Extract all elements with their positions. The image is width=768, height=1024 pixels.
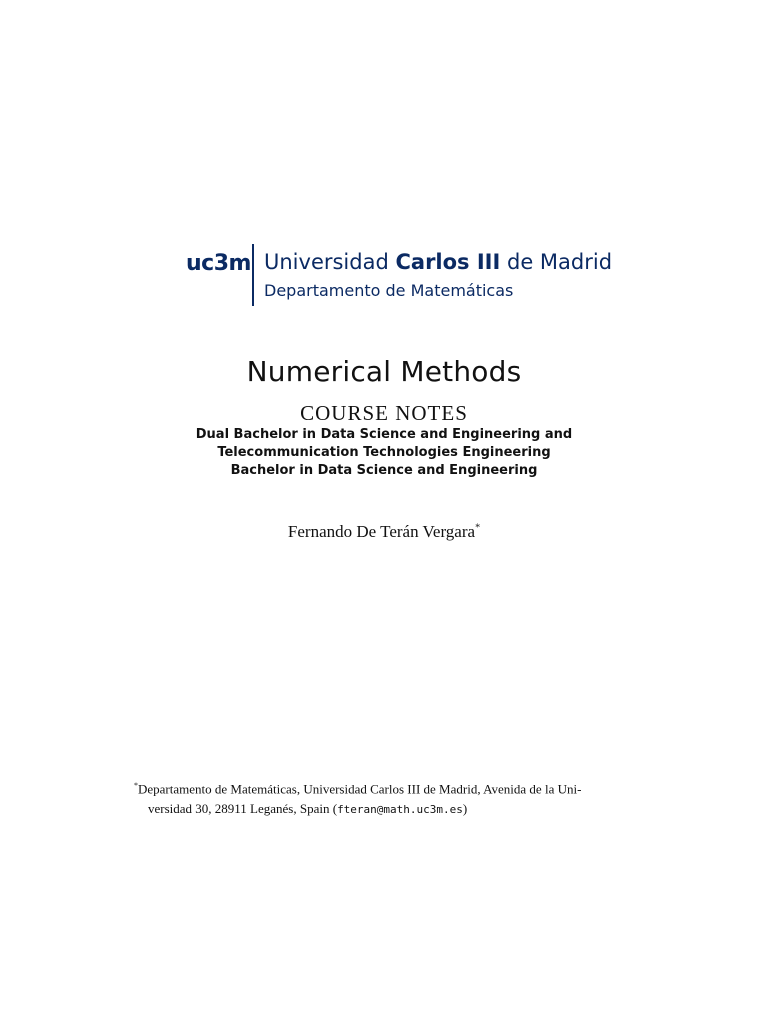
- university-name-prefix: Universidad: [264, 250, 396, 274]
- footnote-text: Departamento de Matemáticas, Universidad Carlos III de Madrid, Avenida de la Uni-: [138, 781, 582, 797]
- degree-line: Bachelor in Data Science and Engineering: [230, 463, 538, 478]
- author: [0, 522, 768, 542]
- university-logo: [186, 244, 626, 308]
- logo-text: [264, 244, 612, 302]
- department-name: Departamento de Matemáticas: [264, 281, 514, 300]
- degree-programs: [0, 426, 768, 480]
- footnote: [134, 776, 640, 820]
- logo-divider: [252, 244, 254, 306]
- author-name: Fernando De Terán Vergara: [287, 522, 476, 541]
- document-title: Numerical Methods: [246, 355, 522, 388]
- footnote-line-1: [134, 776, 640, 799]
- footnote-mark: *: [134, 781, 138, 790]
- university-name-bold: Carlos III: [395, 250, 501, 274]
- author-footnote-mark: *: [475, 522, 481, 534]
- uc3m-logo-mark: uc3m: [186, 251, 251, 276]
- university-name-suffix: de Madrid: [500, 250, 613, 274]
- footnote-close-paren: ): [462, 801, 468, 817]
- author-email-link[interactable]: fteran@math.uc3m.es: [337, 803, 463, 817]
- footnote-line-2: [134, 799, 640, 820]
- document-subtitle: COURSE NOTES: [300, 401, 468, 425]
- university-name: [264, 248, 612, 276]
- footnote-address: versidad 30, 28911 Leganés, Spain (: [148, 801, 338, 817]
- degree-line: Dual Bachelor in Data Science and Engineering and: [195, 427, 573, 442]
- degree-line: Telecommunication Technologies Engineering: [217, 445, 551, 460]
